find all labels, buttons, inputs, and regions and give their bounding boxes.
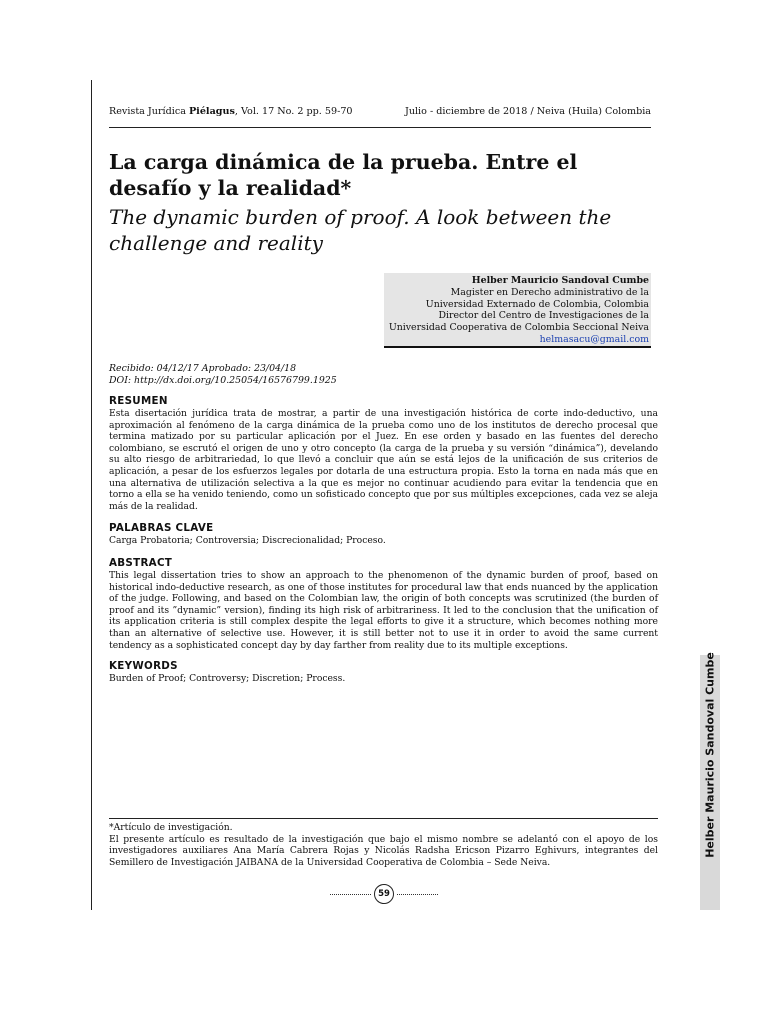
doi-link[interactable]: DOI: http://dx.doi.org/10.25054/16576799.1925 (109, 374, 337, 386)
received-approved: Recibido: 04/12/17 Aprobado: 23/04/18 (109, 363, 297, 374)
palabras-clave-text: Carga Probatoria; Controversia; Discrecionalidad; Proceso. (109, 535, 386, 546)
abstract-text: This legal dissertation tries to show an approach to the phenomenon of the dynamic burden of proof, based on historical indo-deductive research, as one of those institutes for procedural law that ends nuanced by the application of the judge. Following, and based on the Colombian law, the origin of both concepts was scrutinized (the burden of proof and its ”dynamic” version), finding its high risk of arbitrariness. It led to the conclusion that the unification of its application criteria is still complex despite the legal efforts to give it a structure, which becomes nothing more than an alternative of selective use. However, it is still better not to use it in order to avoid the same current tendency as a sophisticated concept day by day farther from reality due to its multiple exceptions. (109, 570, 658, 651)
footnote-marker-line: *Artículo de investigación. (109, 822, 233, 833)
keywords-heading: KEYWORDS (109, 660, 178, 672)
palabras-clave-heading: PALABRAS CLAVE (109, 522, 214, 534)
footnote (109, 822, 658, 868)
page-number-ornament (330, 884, 438, 904)
author-affiliation-box (384, 273, 651, 348)
affiliation-line: Universidad Cooperativa de Colombia Seccional Neiva (388, 322, 649, 334)
affiliation-line: Magister en Derecho administrativo de la (450, 286, 649, 298)
dotted-leader-right (397, 894, 438, 895)
page-number: 59 (374, 884, 394, 904)
resumen-heading: RESUMEN (109, 395, 168, 407)
title-english: The dynamic burden of proof. A look between the challenge and reality (109, 205, 612, 255)
affiliation-line: Director del Centro de Investigaciones de la (438, 310, 649, 322)
keywords-text: Burden of Proof; Controversy; Discretion; Process. (109, 673, 346, 684)
affiliation-line: Universidad Externado de Colombia, Colombia (425, 298, 649, 310)
abstract-heading: ABSTRACT (109, 557, 173, 569)
left-margin-rule (91, 80, 92, 910)
journal-citation: Revista Jurídica Piélagus, Vol. 17 No. 2 pp. 59-70 (109, 106, 353, 117)
issue-date-place: Julio - diciembre de 2018 / Neiva (Huila) Colombia (404, 106, 651, 117)
footnote-divider (109, 818, 658, 819)
side-author-label: Helber Mauricio Sandoval Cumbe (703, 652, 717, 858)
footnote-text: El presente artículo es resultado de la investigación que bajo el mismo nombre se adelantó con el apoyo de los investigadores auxiliares Ana María Cabrera Rojas y Nicolás Radsha Ericson Pizarro Eghivurs, integrantes del Semillero de Investigación JAIBANA de la Universidad Cooperativa de Colombia – Sede Neiva. (109, 833, 658, 868)
author-name: Helber Mauricio Sandoval Cumbe (471, 275, 649, 286)
dotted-leader-left (330, 894, 371, 895)
title-spanish: La carga dinámica de la prueba. Entre el desafío y la realidad* (109, 150, 578, 200)
author-email[interactable]: helmasacu@gmail.com (539, 333, 649, 345)
resumen-text: Esta disertación jurídica trata de mostrar, a partir de una investigación histórica de corte indo-deductivo, una aproximación al fenómeno de la carga dinámica de la prueba como uno de los institutos de derecho procesal que termina matizado por su particular aplicación por el Juez. En ese orden y basado en las fuentes del derecho colombiano, se escrutó el origen de uno y otro concepto (la carga de la prueba y su versión “dinámica”), develando su alto riesgo de arbitrariedad, lo que llevó a concluir que aún se está lejos de la unificación de sus criterios de aplicación, a pesar de los esfuerzos legales por dotarla de una estructura propia. Esto la torna en nada más que en una alternativa de utilización selectiva a la que es mejor no continuar acudiendo para evitar la tendencia que en torno a ella se ha venido teniendo, como un sofisticado concepto que por sus múltiples excepciones, cada vez se aleja más de la realidad. (109, 408, 658, 512)
dates-doi (109, 363, 337, 386)
running-header (109, 106, 651, 128)
